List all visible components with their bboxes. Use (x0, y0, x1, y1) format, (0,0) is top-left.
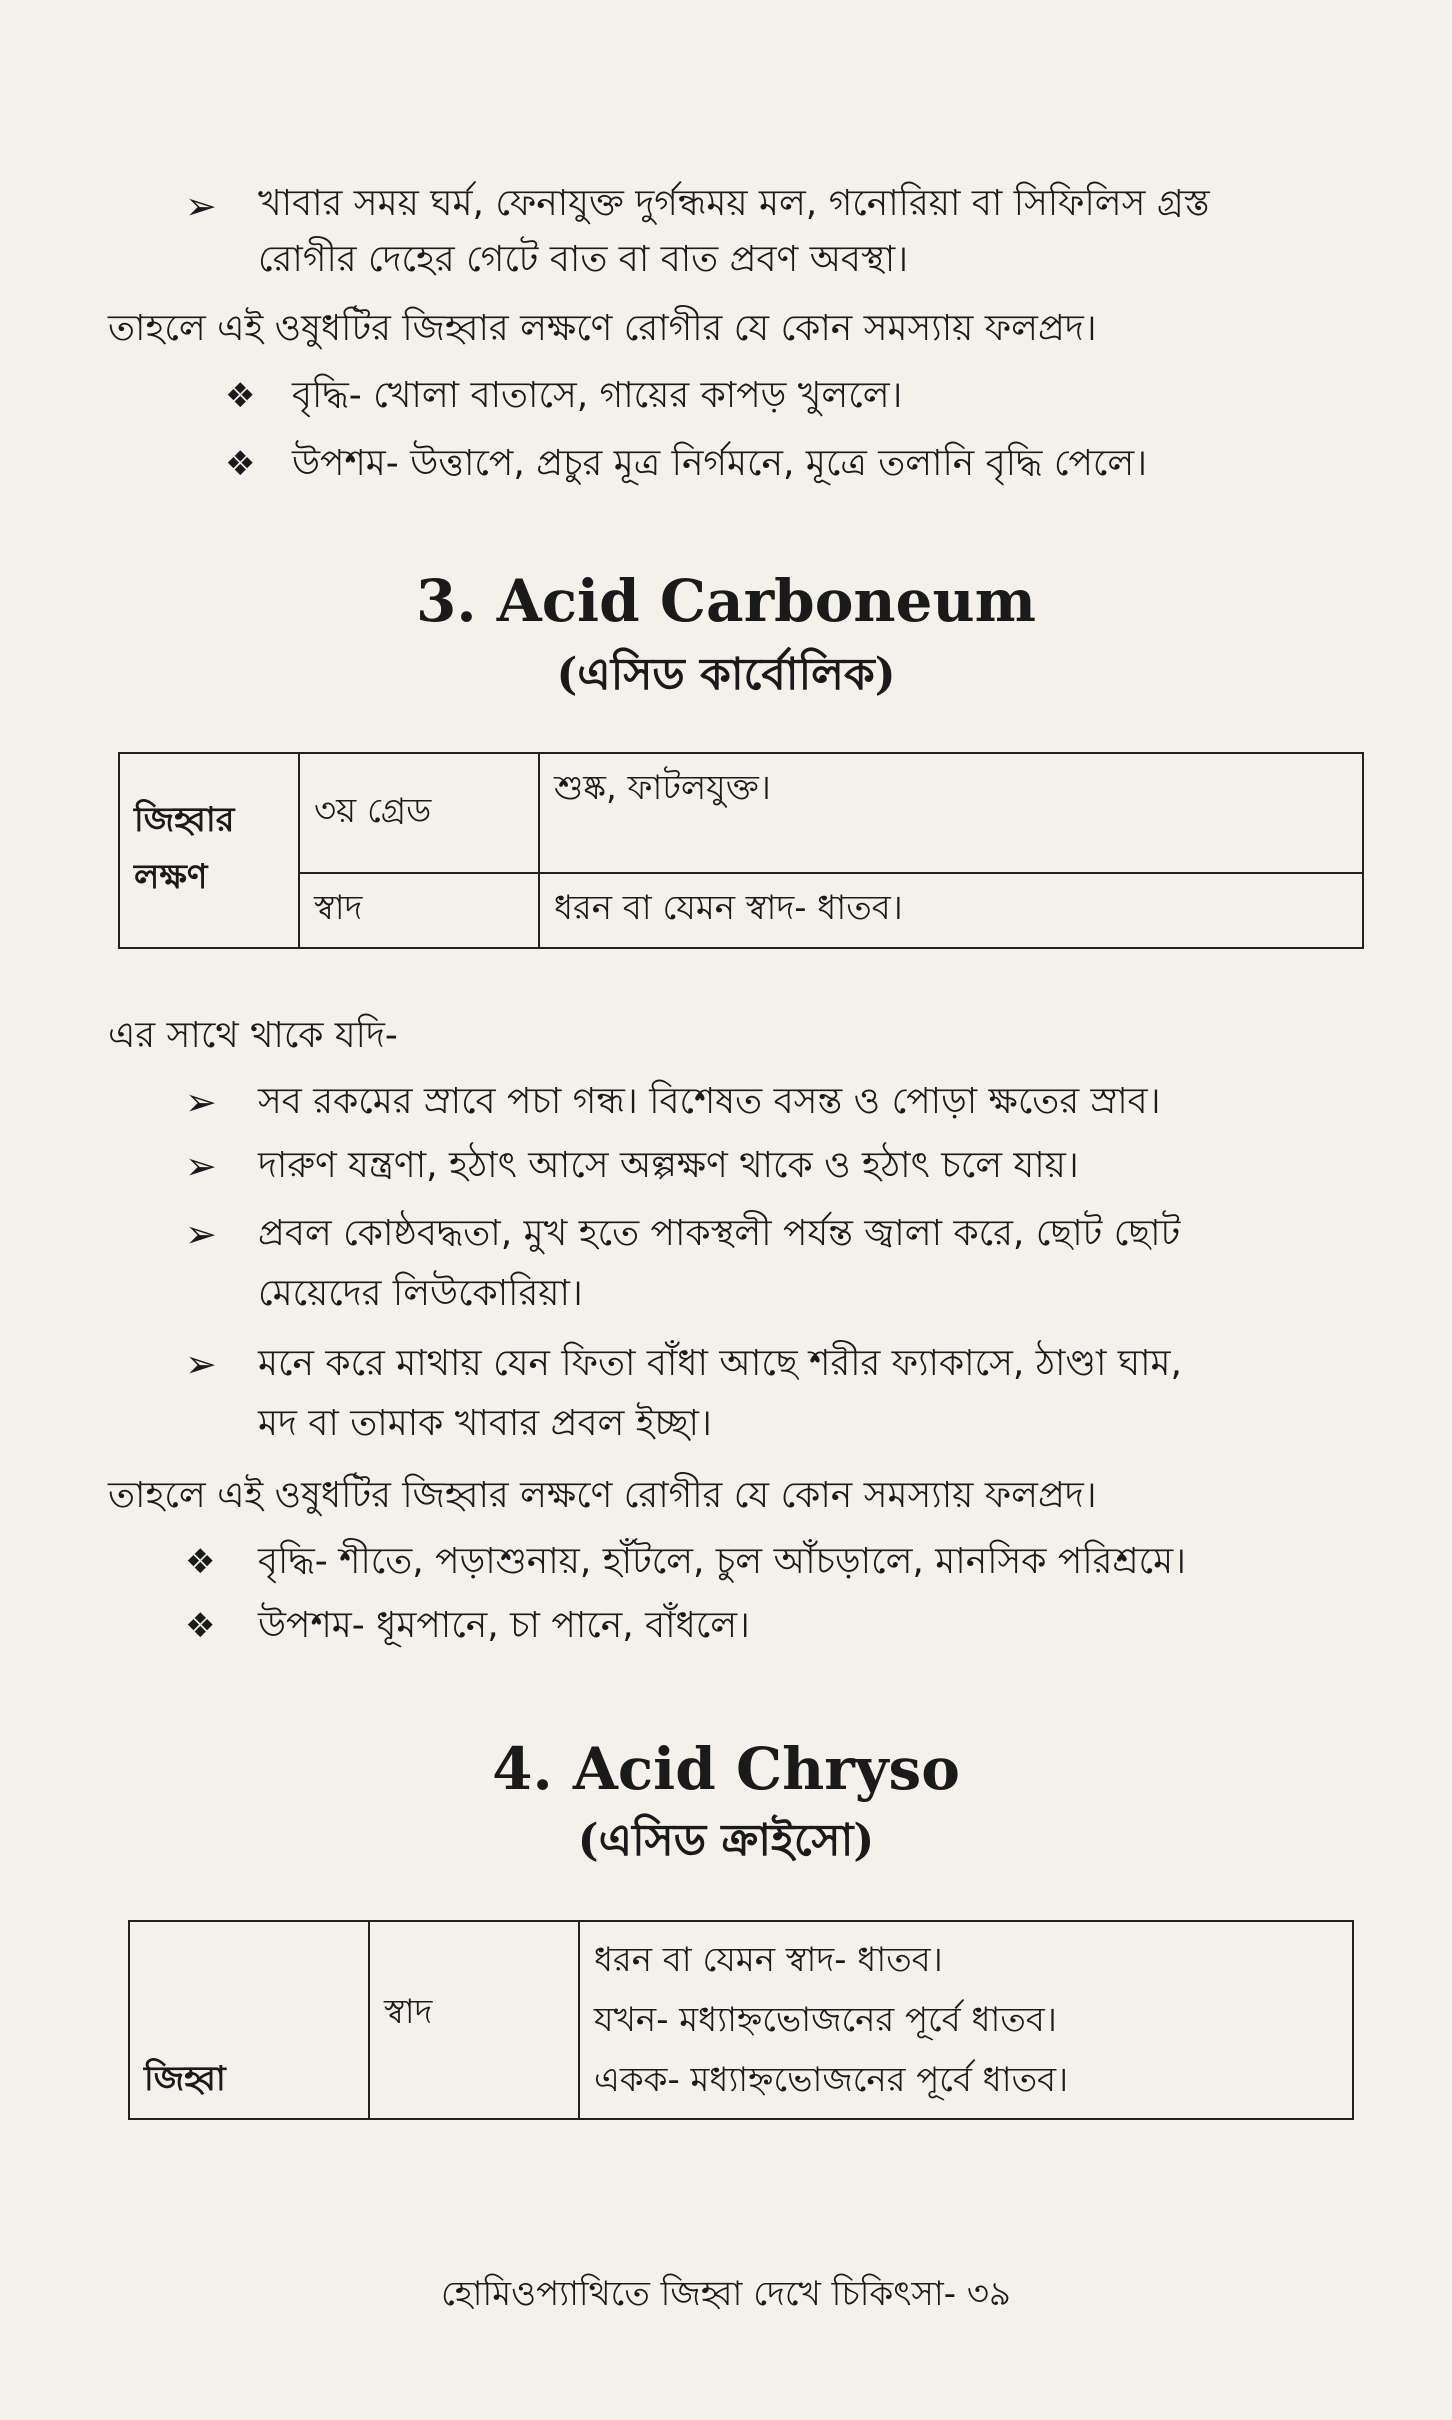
tongue-taste-table (128, 1920, 1354, 2120)
diamond-bullet-icon: ❖ (185, 1606, 216, 1646)
amelioration-text: উপশম- ধূমপানে, চা পানে, বাঁধলে। (258, 1605, 750, 1646)
section-title-english: 3. Acid Carboneum (416, 567, 1036, 635)
table-cell-label: ৩য় গ্রেড (299, 753, 539, 873)
arrow-bullet-icon: ➢ (185, 1144, 217, 1188)
table-row-header: জিহ্বা (129, 1921, 369, 2119)
section-title-bengali: (এসিড কার্বোলিক) (556, 649, 896, 700)
taste-value: একক- মধ্যাহ্নভোজনের পূর্বে ধাতব। (594, 2060, 1069, 2100)
diamond-bullet-icon: ❖ (225, 444, 256, 484)
arrow-bullet-icon: ➢ (185, 1212, 217, 1256)
tongue-symptom-table (118, 752, 1364, 949)
bullet-text: মনে করে মাথায় যেন ফিতা বাঁধা আছে শরীর ফ্যাকাসে, ঠাণ্ডা ঘাম, (258, 1343, 1182, 1384)
table-cell-value: ধরন বা যেমন স্বাদ- ধাতব। (539, 873, 1363, 948)
diamond-bullet-icon: ❖ (185, 1542, 216, 1582)
diamond-bullet-icon: ❖ (225, 376, 256, 416)
bullet-text: প্রবল কোষ্ঠবদ্ধতা, মুখ হতে পাকস্থলী পর্যন্ত জ্বালা করে, ছোট ছোট (258, 1213, 1181, 1254)
bullet-text: সব রকমের স্রাবে পচা গন্ধ। বিশেষত বসন্ত ও পোড়া ক্ষতের স্রাব। (258, 1081, 1161, 1122)
table-row-header: জিহ্বার লক্ষণ (119, 753, 299, 948)
table-cell-label: স্বাদ (369, 1921, 579, 2119)
bullet-text: দারুণ যন্ত্রণা, হঠাৎ আসে অল্পক্ষণ থাকে ও হঠাৎ চলে যায়। (258, 1145, 1079, 1186)
bullet-text: মেয়েদের লিউকোরিয়া। (258, 1273, 583, 1314)
bullet-text: মদ বা তামাক খাবার প্রবল ইচ্ছা। (258, 1403, 712, 1444)
taste-value: যখন- মধ্যাহ্নভোজনের পূর্বে ধাতব। (594, 2000, 1057, 2040)
arrow-bullet-icon: ➢ (185, 1342, 217, 1386)
page-footer: হোমিওপ্যাথিতে জিহ্বা দেখে চিকিৎসা- ৩৯ (440, 2274, 1011, 2314)
arrow-bullet-icon: ➢ (185, 1080, 217, 1124)
aggravation-text: বৃদ্ধি- শীতে, পড়াশুনায়, হাঁটলে, চুল আঁচড়ালে, মানসিক পরিশ্রমে। (258, 1541, 1186, 1582)
arrow-bullet-icon: ➢ (185, 184, 217, 228)
bullet-text: রোগীর দেহের গেটে বাত বা বাত প্রবণ অবস্থা। (258, 239, 909, 280)
section-title-english: 4. Acid Chryso (492, 1735, 960, 1803)
amelioration-text: উপশম- উত্তাপে, প্রচুর মূত্র নির্গমনে, মূত্রে তলানি বৃদ্ধি পেলে। (292, 443, 1148, 484)
table-cell-label: স্বাদ (299, 873, 539, 948)
taste-value: ধরন বা যেমন স্বাদ- ধাতব। (594, 1940, 943, 1980)
bullet-text: খাবার সময় ঘর্ম, ফেনাযুক্ত দুর্গন্ধময় মল, গনোরিয়া বা সিফিলিস গ্রস্ত (258, 183, 1210, 224)
conclusion-text: তাহলে এই ওষুধটির জিহ্বার লক্ষণে রোগীর যে কোন সমস্যায় ফলপ্রদ। (108, 308, 1097, 349)
conclusion-text: তাহলে এই ওষুধটির জিহ্বার লক্ষণে রোগীর যে কোন সমস্যায় ফলপ্রদ। (108, 1475, 1097, 1516)
table-cell-values (579, 1921, 1353, 2119)
intro-text: এর সাথে থাকে যদি- (108, 1015, 398, 1056)
table-cell-value: শুষ্ক, ফাটলযুক্ত। (539, 753, 1363, 873)
aggravation-text: বৃদ্ধি- খোলা বাতাসে, গায়ের কাপড় খুললে। (292, 375, 903, 416)
section-title-bengali: (এসিড ক্রাইসো) (577, 1815, 875, 1866)
